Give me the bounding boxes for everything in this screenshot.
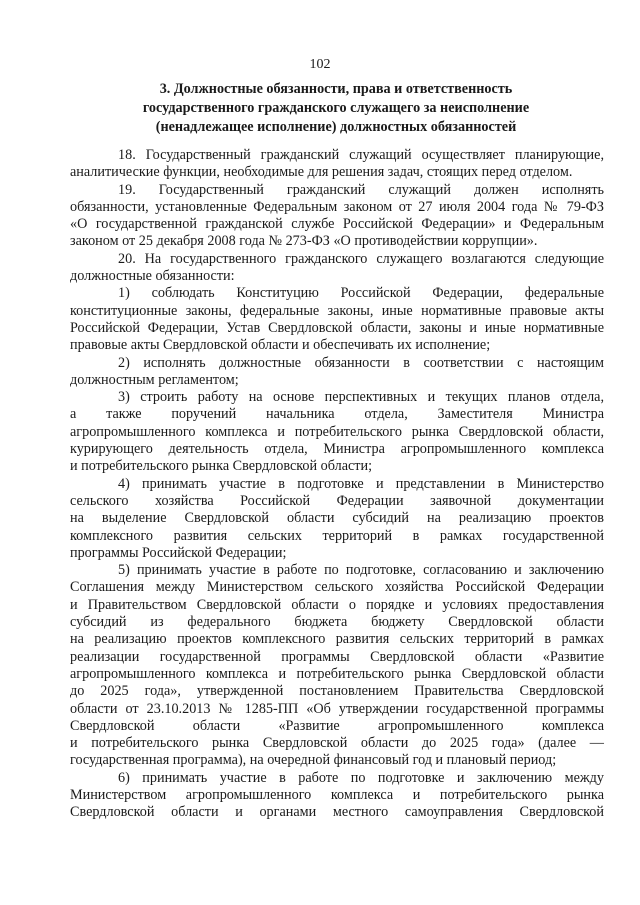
paragraph-19 bbox=[70, 182, 604, 251]
duty-item-5 bbox=[70, 562, 604, 770]
text-line: программы Российской Федерации; bbox=[70, 544, 287, 561]
duty-item-1 bbox=[70, 285, 604, 354]
duty-item-2 bbox=[70, 355, 604, 390]
text-line: Соглашения между Министерством сельского хозяйства Российской Федерации bbox=[70, 579, 604, 596]
section-title bbox=[70, 80, 602, 137]
text-line: а также поручений начальника отдела, Заместителя Министра bbox=[70, 406, 604, 423]
text-line: агропромышленного комплекса и потребительского рынка Свердловской области, bbox=[70, 423, 604, 440]
duty-item-6 bbox=[70, 770, 604, 822]
text-line: и Правительством Свердловской области о порядке и условиях предоставления bbox=[70, 596, 604, 613]
text-line: 18. Государственный гражданский служащий осуществляет планирующие, bbox=[118, 147, 604, 163]
text-line: на выделение Свердловской области субсидий на реализацию проектов bbox=[70, 510, 604, 527]
text-line: 19. Государственный гражданский служащий должен исполнять bbox=[118, 181, 604, 198]
text-line: аналитические функции, необходимые для решения задач, стоящих перед отделом. bbox=[70, 164, 573, 181]
text-line: обязанности, установленные Федеральным законом от 27 июля 2004 года № 79-ФЗ bbox=[70, 198, 604, 215]
text-line: субсидий из федерального бюджета бюджету Свердловской области bbox=[70, 614, 604, 631]
text-line: сельского хозяйства Российской Федерации заявочной документации bbox=[70, 492, 604, 509]
text-line: 1) соблюдать Конституцию Российской Федерации, федеральные bbox=[118, 285, 604, 302]
paragraph-18 bbox=[70, 147, 604, 182]
text-line: 20. На государственного гражданского служащего возлагаются следующие bbox=[118, 250, 604, 267]
text-line: должностным регламентом; bbox=[70, 371, 239, 388]
paragraph-20 bbox=[70, 251, 604, 286]
text-line: области от 23.10.2013 № 1285-ПП «Об утверждении государственной программы bbox=[70, 700, 604, 717]
text-line: на реализацию проектов комплексного развития сельских территорий в рамках bbox=[70, 631, 604, 648]
text-line: должностные обязанности: bbox=[70, 268, 235, 285]
text-line: 4) принимать участие в подготовке и представлении в Министерство bbox=[118, 475, 604, 492]
text-line: 3) строить работу на основе перспективных и текущих планов отдела, bbox=[118, 389, 604, 406]
text-line: Свердловской области и органами местного самоуправления Свердловской bbox=[70, 804, 604, 821]
text-line: реализации государственной программы Свердловской области «Развитие bbox=[70, 648, 604, 665]
text-line: правовые акты Свердловской области и обеспечивать их исполнение; bbox=[70, 337, 491, 354]
text-line: законом от 25 декабря 2008 года № 273-ФЗ «О противодействии коррупции». bbox=[70, 233, 538, 250]
text-line: комплексного развития сельских территорий в рамках государственной bbox=[70, 527, 604, 544]
body-text bbox=[70, 147, 604, 822]
text-line: государственная программа), на очередной финансовый год и плановый период; bbox=[70, 752, 557, 769]
duty-item-3 bbox=[70, 389, 604, 475]
text-line: и потребительского рынка Свердловской области до 2025 года» (далее — bbox=[70, 735, 604, 752]
text-line: 5) принимать участие в работе по подготовке, согласованию и заключению bbox=[118, 562, 604, 579]
text-line: «О государственной гражданской службе Российской Федерации» и Федеральным bbox=[70, 216, 604, 233]
duty-item-4 bbox=[70, 476, 604, 562]
text-line: конституционные законы, федеральные законы, иные нормативные правовые акты bbox=[70, 302, 604, 319]
section-title-line: (ненадлежащее исполнение) должностных обязанностей bbox=[155, 119, 517, 135]
text-line: 6) принимать участие в работе по подготовке и заключению между bbox=[118, 769, 604, 786]
text-line: до 2025 года», утвержденной постановлением Правительства Свердловской bbox=[70, 683, 604, 700]
text-line: 2) исполнять должностные обязанности в соответствии с настоящим bbox=[118, 354, 604, 371]
section-title-line: 3. Должностные обязанности, права и ответственность bbox=[159, 81, 513, 97]
section-title-line: государственного гражданского служащего за неисполнение bbox=[142, 100, 530, 116]
page-number: 102 bbox=[309, 57, 331, 72]
text-line: Российской Федерации, Устав Свердловской области, законы и иные нормативные bbox=[70, 319, 604, 336]
text-line: курирующего деятельность отдела, Министра агропромышленного комплекса bbox=[70, 441, 604, 458]
text-line: Свердловской области «Развитие агропромышленного комплекса bbox=[70, 717, 604, 734]
text-line: Министерством агропромышленного комплекса и потребительского рынка bbox=[70, 786, 604, 803]
text-line: и потребительского рынка Свердловской области; bbox=[70, 458, 373, 475]
text-line: агропромышленного комплекса и потребительского рынка Свердловской области bbox=[70, 665, 604, 682]
